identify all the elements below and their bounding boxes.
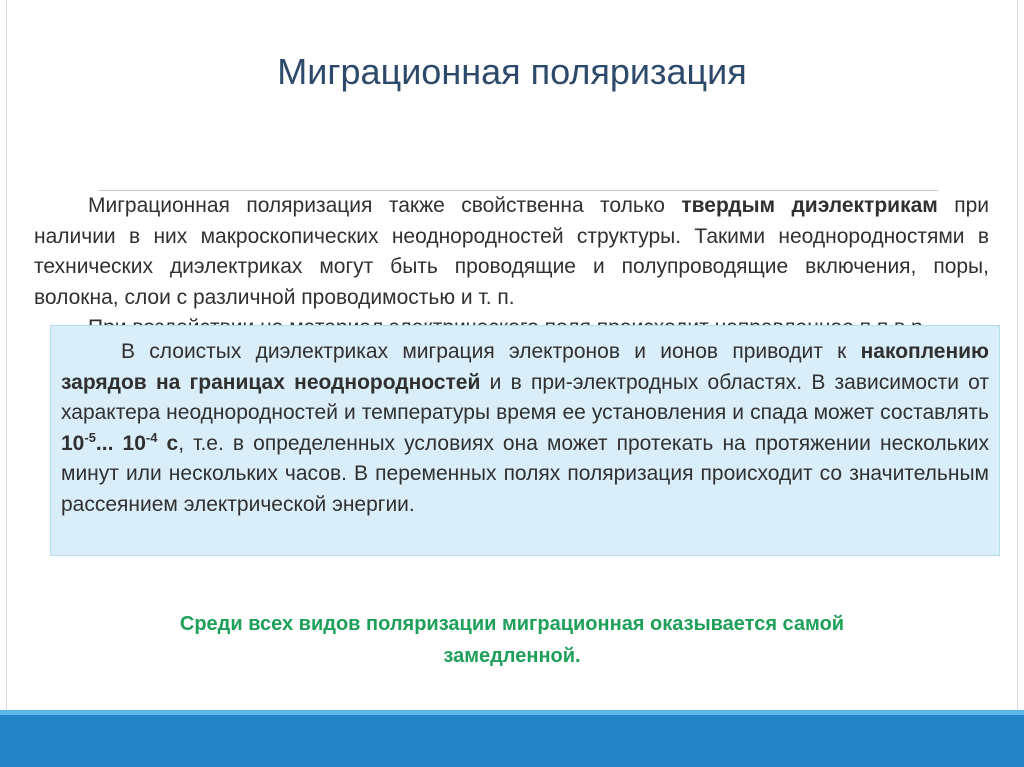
highlight-intro: В слоистых диэлектриках миграция электронов и ионов приводит к	[121, 340, 861, 363]
highlight-box	[50, 325, 1000, 556]
time-unit: с	[157, 431, 179, 455]
highlight-rest: , т.е. в определенных условиях она может протекать на протяжении нескольких минут или нескольких часов. В переменных полях поляризация происходит со значительным рассеянием электрической энергии.	[61, 431, 989, 516]
paragraph-1-before: Миграционная поляризация также свойственна только	[88, 194, 682, 217]
paragraph-1-after: при наличии в них макроскопических неоднородностей структуры. Такими неоднородностями в технических диэлектриках могут быть проводящие и полупроводящие включения, поры, волокна, слои с различной проводимостью и т. п.	[34, 194, 989, 309]
time-range	[61, 429, 179, 455]
time-exp-2: -4	[145, 429, 158, 445]
paragraph-1	[34, 191, 989, 315]
conclusion-note: Среди всех видов поляризации миграционная оказывается самой замедленной.	[179, 613, 845, 667]
time-base-2: 10	[122, 431, 146, 455]
paragraph-1-bold: твердым диэлектрикам	[681, 194, 938, 217]
highlight-text	[61, 337, 989, 521]
highlight-bold: накоплению зарядов на границах неоднородностей	[61, 340, 989, 394]
time-base-1: 10	[61, 431, 85, 455]
time-sep: ...	[95, 431, 123, 455]
footer-band	[0, 715, 1024, 767]
time-exp-1: -5	[84, 429, 96, 445]
slide-title: Миграционная поляризация	[277, 51, 747, 92]
highlight-mid: и в при-электродных областях. В зависимости от характера неоднородностей и температуры время ее установления и спада может составлять	[61, 370, 990, 425]
paragraph-1-text	[34, 191, 989, 313]
